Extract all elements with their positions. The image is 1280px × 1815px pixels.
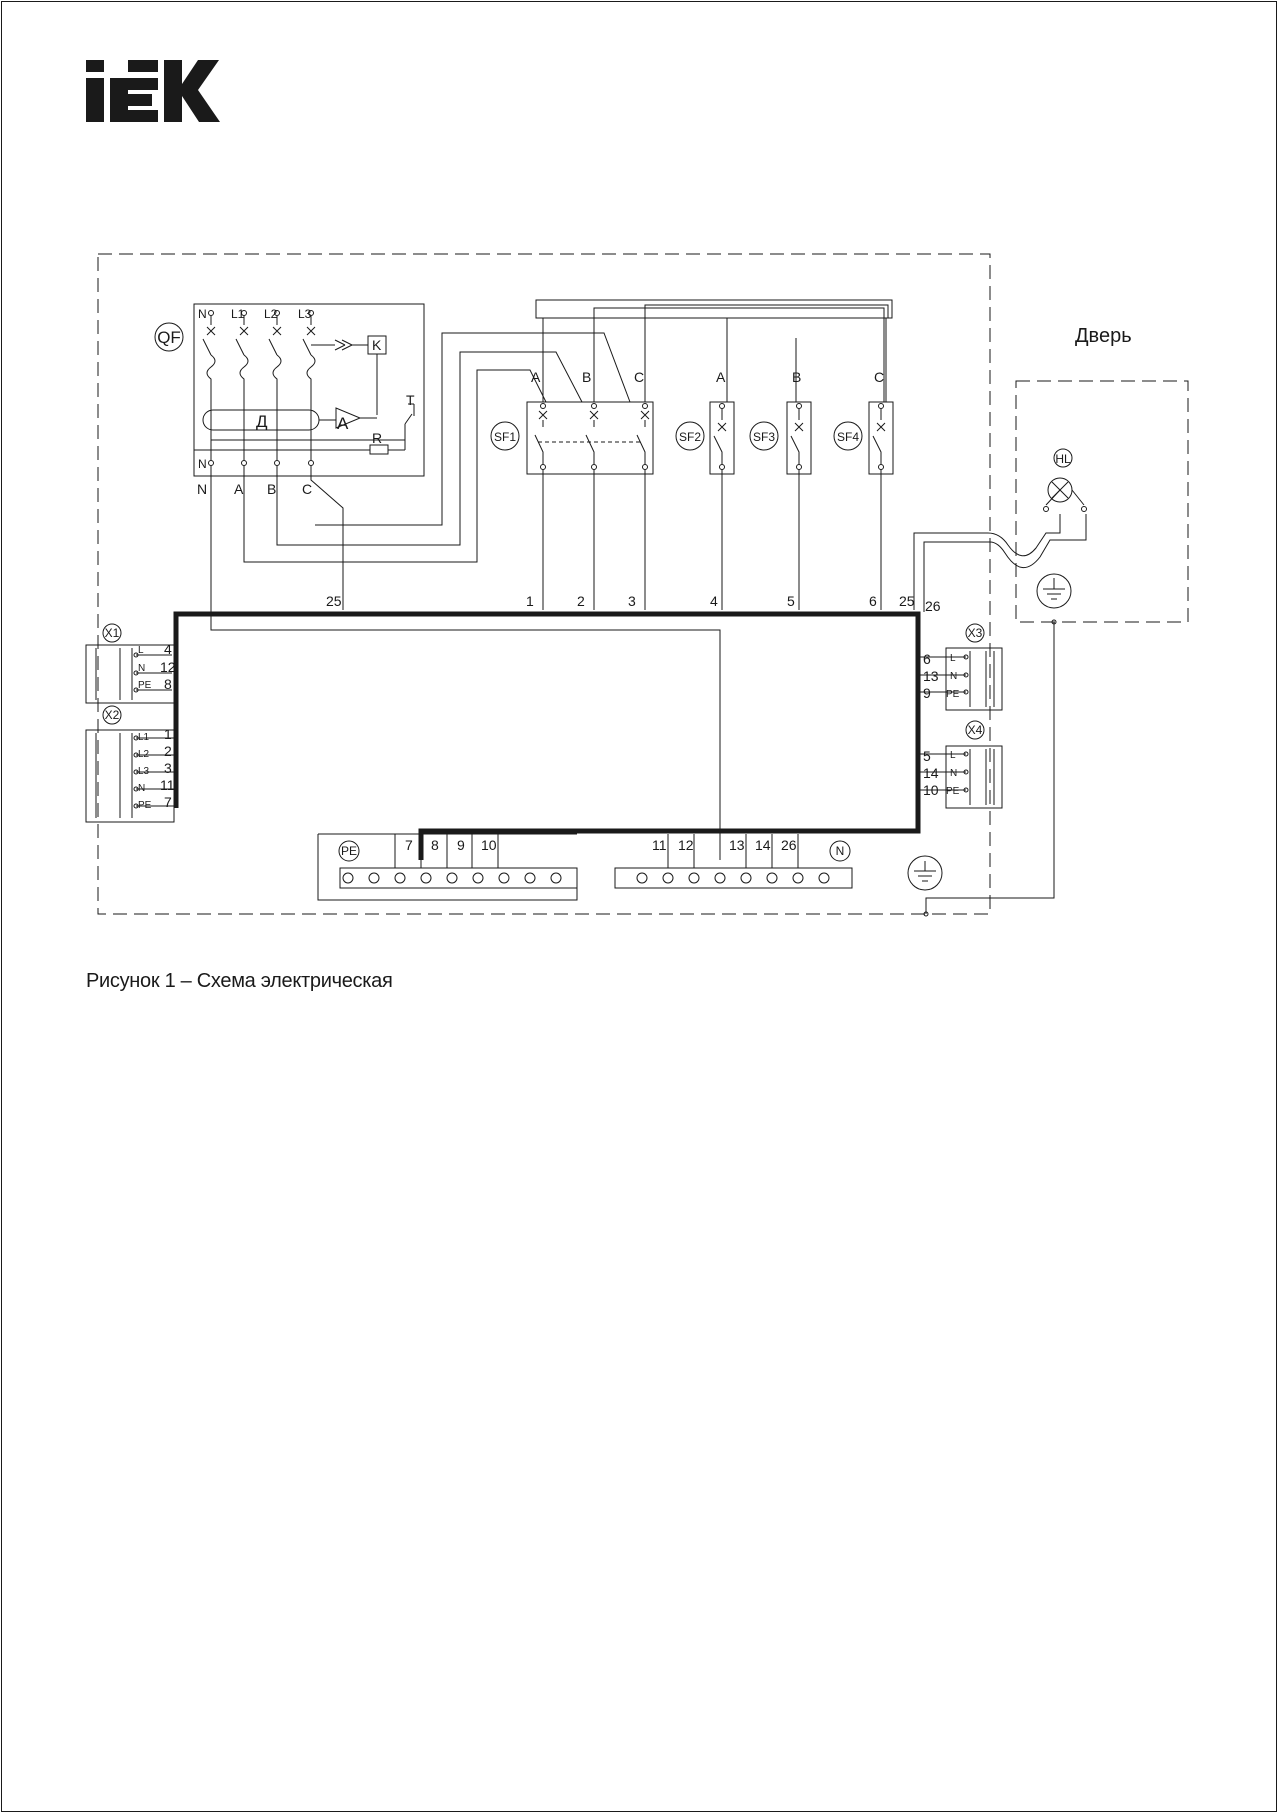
- x4-wire-14: 14: [923, 765, 939, 781]
- qf-bottom-c: C: [302, 481, 313, 497]
- sf1-phase-b: B: [582, 369, 592, 385]
- wire-3: 3: [628, 593, 636, 609]
- sf1-phase-c: C: [634, 369, 645, 385]
- pe-bus-wire-8: 8: [431, 837, 439, 853]
- sf1-label: SF1: [493, 430, 517, 444]
- hl-label: HL: [1055, 452, 1071, 466]
- x4-label: X4: [967, 723, 983, 737]
- pe-bus-wire-9: 9: [457, 837, 465, 853]
- wire-1: 1: [526, 593, 534, 609]
- door-label: Дверь: [1075, 325, 1132, 347]
- sf2-pole: [714, 404, 726, 611]
- qf-bottom-b: B: [267, 481, 277, 497]
- figure-caption: Рисунок 1 – Схема электрическая: [86, 970, 393, 992]
- cabinet-earth-symbol: [908, 856, 942, 916]
- sf-feed-wires: [536, 300, 892, 402]
- main-bus: [176, 614, 918, 860]
- n-bus-wire-12: 12: [678, 837, 694, 853]
- x2-pin-pe: PE: [138, 800, 152, 811]
- n-bus-wire-14: 14: [755, 837, 771, 853]
- x2-wire-3: 3: [164, 760, 172, 776]
- qf-output-wires: [211, 333, 720, 860]
- sf1-poles: [535, 404, 649, 611]
- qf-label: QF: [157, 328, 181, 347]
- qf-relay-label: K: [372, 337, 382, 353]
- x3-label: X3: [967, 626, 983, 640]
- x2-pin-l1: L1: [138, 732, 150, 743]
- qf-top-n: N: [198, 307, 207, 321]
- qf-diff-label: Д: [256, 412, 268, 431]
- x1-pin-pe: PE: [138, 680, 152, 691]
- door-enclosure: [1016, 381, 1188, 622]
- n-bus-wire-26: 26: [781, 837, 797, 853]
- x2-block: [86, 706, 176, 822]
- x3-pin-pe: PE: [946, 689, 960, 700]
- x1-wire-n: 12: [160, 659, 176, 675]
- wire-26-right: 26: [925, 598, 941, 614]
- n-bus-wire-13: 13: [729, 837, 745, 853]
- cabinet-enclosure: [98, 254, 990, 914]
- x2-wire-11: 11: [160, 777, 175, 793]
- qf-top-l2: L2: [264, 307, 278, 321]
- sf3-label: SF3: [752, 430, 776, 444]
- wire-25-qf: 25: [326, 593, 342, 609]
- x2-wire-2: 2: [164, 743, 172, 759]
- sf1-phase-a: A: [531, 369, 541, 385]
- wire-5: 5: [787, 593, 795, 609]
- x2-wire-1: 1: [164, 726, 172, 742]
- wire-25-right: 25: [899, 593, 915, 609]
- x1-pin-l: L: [138, 645, 144, 656]
- sf2-phase: A: [716, 369, 726, 385]
- x2-label: X2: [104, 708, 120, 722]
- x1-label: X1: [104, 626, 120, 640]
- x1-pin-n: N: [138, 663, 146, 674]
- wire-4: 4: [710, 593, 718, 609]
- x1-wire-pe: 8: [164, 676, 172, 692]
- pe-bus-label: PE: [340, 844, 358, 858]
- qf-amp-label: А: [337, 414, 349, 433]
- x3-wire-9: 9: [923, 685, 931, 701]
- x3-wire-6: 6: [923, 651, 931, 667]
- x4-pin-l: L: [950, 750, 956, 761]
- x4-pin-pe: PE: [946, 786, 960, 797]
- sf4-label: SF4: [836, 430, 860, 444]
- pe-bus-wire-7: 7: [405, 837, 413, 853]
- x4-pin-n: N: [950, 768, 958, 779]
- qf-test-label: Т: [406, 392, 415, 408]
- qf-bottom-n-inner: N: [198, 457, 207, 471]
- x3-wire-13: 13: [923, 668, 939, 684]
- wire-6: 6: [869, 593, 877, 609]
- qf-bottom-a: A: [234, 481, 244, 497]
- sf4-phase: C: [874, 369, 885, 385]
- qf-bottom-n: N: [197, 481, 208, 497]
- x4-wire-5: 5: [923, 748, 931, 764]
- n-bus-label: N: [835, 844, 845, 858]
- n-bus-wire-11: 11: [652, 837, 667, 853]
- sf4-pole: [873, 404, 885, 611]
- x4-wire-10: 10: [923, 782, 939, 798]
- x1-wire-l: 4: [164, 641, 172, 657]
- pe-bus-wire-10: 10: [481, 837, 497, 853]
- x2-wire-7: 7: [164, 794, 172, 810]
- x3-pin-n: N: [950, 671, 958, 682]
- qf-top-l3: L3: [298, 307, 312, 321]
- bus-bars: [318, 834, 852, 900]
- x2-pin-l2: L2: [138, 749, 150, 760]
- sf3-phase: B: [792, 369, 802, 385]
- wire-2: 2: [577, 593, 585, 609]
- x2-pin-l3: L3: [138, 766, 150, 777]
- sf2-label: SF2: [678, 430, 702, 444]
- sf3-pole: [791, 404, 803, 611]
- qf-top-l1: L1: [231, 307, 245, 321]
- x2-pin-n: N: [138, 783, 146, 794]
- x3-pin-l: L: [950, 653, 956, 664]
- hl-lamp: [1048, 478, 1072, 502]
- qf-resistor-label: R: [372, 430, 383, 446]
- door-earth-symbol: [926, 574, 1071, 914]
